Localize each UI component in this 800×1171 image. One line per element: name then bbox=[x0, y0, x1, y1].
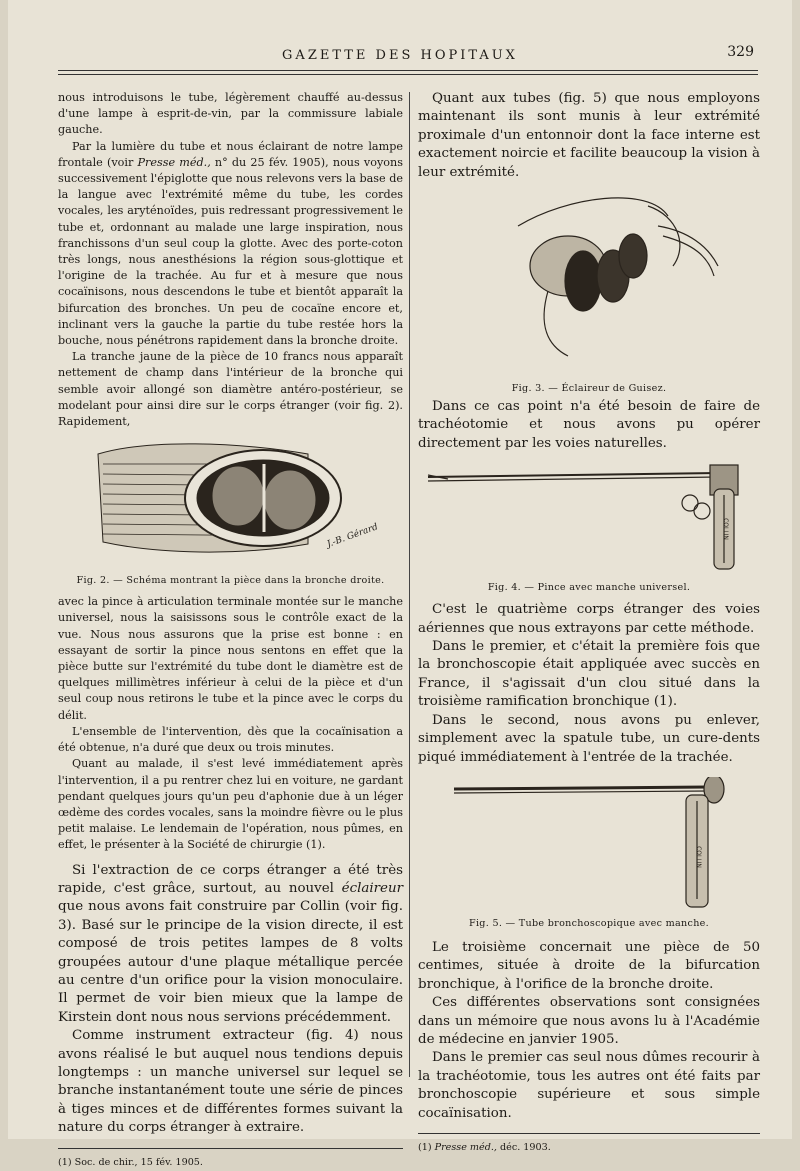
footnote: (1) Soc. de chir., 15 fév. 1905. bbox=[58, 1156, 203, 1168]
text-run: que nous avons fait construire par Collin (voir fig. 3). Basé sur le principe de la vision directe, il est composé de trois petites lampes de 8 volts groupées autour d'une plaque métallique percée au centre d'un orifice pour la vision monoculaire. Il permet de voir bien mieux que la lampe de Kirstein dont nous nous servions précédemment. bbox=[58, 899, 403, 1025]
figure-2-caption: Fig. 2. — Schéma montrant la pièce dans la bronche droite. bbox=[76, 575, 385, 587]
large-text-block bbox=[418, 90, 760, 182]
journal-title: GAZETTE DES HOPITAUX bbox=[282, 48, 518, 63]
right-column bbox=[418, 90, 760, 1156]
figure-4 bbox=[418, 459, 760, 593]
maker-stamp: COLLIN bbox=[722, 518, 729, 541]
large-text-block bbox=[418, 398, 760, 453]
paragraph: avec la pince à articulation terminale montée sur le manche universel, nous la saisissons sous le contrôle exact de la vue. Nous nous assurons que la prise est bonne : en essayant de sortir la pince nous sentons en effet que la pièce butte sur l'extrémité du tube dont le diamètre est de quelques millimètres inférieur à celui de la pièce et d'un seul coup nous retirons le tube et la pince avec le corps du délit. bbox=[58, 595, 403, 722]
text-run: (1) bbox=[418, 1141, 435, 1153]
large-text-block bbox=[418, 939, 760, 1123]
paragraph bbox=[58, 139, 403, 350]
paragraph: Quant au malade, il s'est levé immédiatement après l'intervention, il a pu rentrer chez lui en voiture, ne gardant pendant quelques jours qu'un peu d'aphonie due à un léger œdème des cordes vocales, sans la moindre fièvre ou le plus petit malaise. Le lendemain de l'opération, nous pûmes, en effet, le présenter à la Société de chirurgie (1). bbox=[58, 757, 403, 852]
paragraph: Comme instrument extracteur (fig. 4) nous avons réalisé le but auquel nous tendions depuis longtemps : un manche universel sur lequel se branche instantanément toute une série de pinces à tiges minces et de différentes formes suivant la nature du corps étranger à extraire. bbox=[58, 1028, 403, 1136]
footnote bbox=[418, 1140, 760, 1156]
footnote-rule bbox=[418, 1133, 760, 1134]
forceps-universal-handle-illustration bbox=[418, 459, 760, 575]
paragraph: La tranche jaune de la pièce de 10 francs nous apparaît nettement de champ dans l'intérieur de la bronche qui semble avoir allongé son diamètre antéro-postérieur, se modelant pour ainsi dire sur le corps étranger (voir fig. 2). Rapidement, bbox=[58, 350, 403, 429]
footnote-rule bbox=[58, 1148, 403, 1149]
illustrator-signature: J.-B. Gérard bbox=[325, 522, 380, 551]
header-rule-2 bbox=[58, 74, 758, 75]
paragraph: Dans le premier cas seul nous dûmes recourir à la trachéotomie, tous les autres ont été faits par bronchoscopie supérieure et sous simple cocaïnisation. bbox=[418, 1050, 760, 1121]
text-run: Si l'extraction de ce corps étranger a été très rapide, c'est grâce, surtout, au nouvel bbox=[58, 862, 403, 896]
paragraph: L'ensemble de l'intervention, dès que la cocaïnisation a été obtenue, n'a duré que deux ou trois minutes. bbox=[58, 724, 403, 755]
figure-4-caption: Fig. 4. — Pince avec manche universel. bbox=[487, 582, 691, 594]
text-run: Par la lumière du tube et nous éclairant de notre lampe frontale (voir bbox=[58, 139, 403, 169]
figure-2 bbox=[58, 434, 403, 586]
large-text-block bbox=[58, 862, 403, 1138]
header-rule bbox=[58, 70, 758, 71]
paragraph bbox=[58, 862, 403, 1028]
paragraph: Dans le second, nous avons pu enlever, simplement avec la spatule tube, un cure-dents piqué immédiatement à l'entrée de la trachée. bbox=[418, 712, 760, 765]
figure-5-caption: Fig. 5. — Tube bronchoscopique avec manche. bbox=[468, 918, 709, 930]
text-run-italic: Presse méd., bbox=[434, 1141, 497, 1153]
text-run-italic: éclaireur bbox=[341, 880, 403, 896]
text-run: déc. 1903. bbox=[496, 1141, 551, 1153]
column-divider bbox=[409, 92, 410, 1077]
paragraph: Dans ce cas point n'a été besoin de faire de trachéotomie et nous avons pu opérer directement par les voies naturelles. bbox=[418, 399, 760, 451]
text-run: n° du 25 fév. 1905), nous voyons successivement l'épiglotte que nous relevons vers la base de la langue avec l'extrémité même du tube, les cordes vocales, les aryténoïdes, puis redressant progressivement le tube et, ordonnant au malade une large inspiration, nous franchissons d'un seul coup la glotte. Avec des porte-coton très longs, nous anesthésions la région sous-glottique et l'origine de la trachée. Au fur et à mesure que nous cocaïnisons, nous descendons le tube et bientôt apparaît la bifurcation des bronches. Un peu de cocaïne encore et, inclinant vers la gauche la partie du tube restée hors la bouche, nous pénétrons rapidement dans la bronche droite. bbox=[58, 155, 403, 348]
maker-stamp: COLLIN bbox=[695, 845, 702, 868]
paragraph: Le troisième concernait une pièce de 50 centimes, située à droite de la bifurcation bronchique, à l'orifice de la bronche droite. bbox=[418, 939, 760, 992]
figure-3-caption: Fig. 3. — Éclaireur de Guisez. bbox=[511, 383, 667, 395]
page-number: 329 bbox=[727, 44, 754, 60]
left-column bbox=[58, 90, 403, 1171]
figure-3 bbox=[418, 186, 760, 398]
paragraph: Ces différentes observations sont consignées dans un mémoire que nous avons lu à l'Académie de médecine en janvier 1905. bbox=[418, 995, 760, 1047]
paragraph: nous introduisons le tube, légèrement chauffé au-dessus d'une lampe à esprit-de-vin, par la commissure labiale gauche. bbox=[58, 91, 403, 137]
text-run-italic: Presse méd., bbox=[137, 155, 211, 169]
illuminator-illustration bbox=[418, 186, 760, 376]
figure-5 bbox=[418, 777, 760, 931]
paragraph: C'est le quatrième corps étranger des voies aériennes que nous extrayons par cette méthode. bbox=[418, 602, 760, 636]
large-text-block bbox=[418, 601, 760, 767]
bronchoscopic-tube-illustration bbox=[418, 777, 760, 911]
paragraph: Dans le premier, et c'était la première fois que la bronchoscopie était appliquée avec succès en France, il s'agissait d'un clou situé dans la troisième ramification bronchique (1). bbox=[418, 639, 760, 710]
paragraph: Quant aux tubes (fig. 5) que nous employons maintenant ils sont munis à leur extrémité proximale d'un entonnoir dont la face interne est exactement noircie et facilite beaucoup la vision à leur extrémité. bbox=[418, 91, 760, 180]
